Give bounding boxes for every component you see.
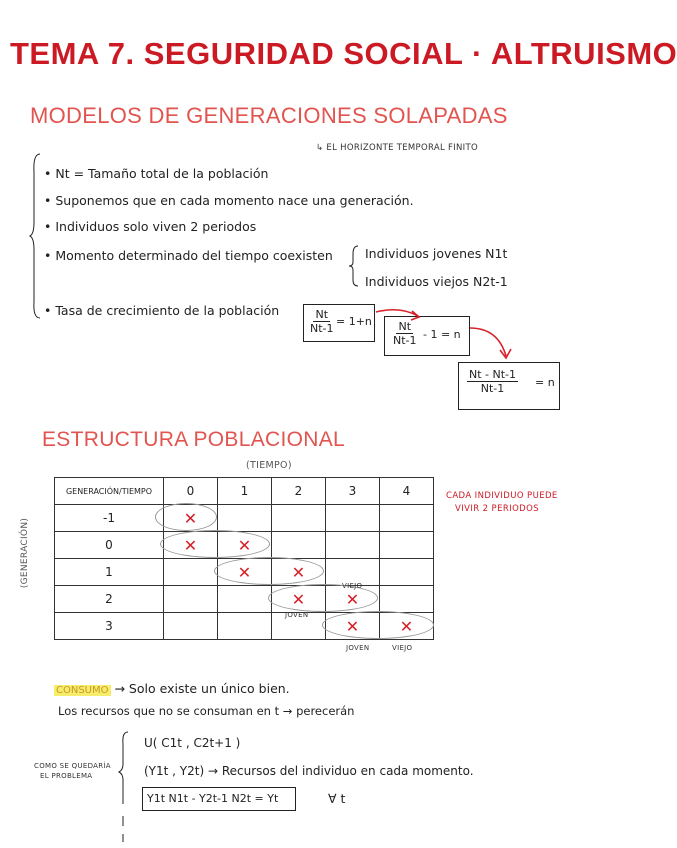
- label-joven: JOVEN: [285, 611, 309, 619]
- generation-label: (GENERACIÓN): [20, 517, 31, 589]
- bullet-nt: • Nt = Tamaño total de la población: [44, 166, 269, 181]
- lifespan-oval: [214, 557, 324, 585]
- cross-mark: ✕: [291, 562, 306, 582]
- col-header: 0: [164, 478, 218, 505]
- table-header-row: [55, 478, 434, 505]
- corner-header: GENERACIÓN/TIEMPO: [55, 478, 164, 505]
- cross-mark: ✕: [183, 508, 198, 528]
- col-header: 1: [218, 478, 272, 505]
- arrows-equations: [370, 300, 520, 370]
- utility-function: U( C1t , C2t+1 ): [144, 736, 241, 750]
- cross-mark: ✕: [237, 535, 252, 555]
- cross-mark: ✕: [345, 616, 360, 636]
- eq1-numerator: Nt: [315, 308, 329, 321]
- eq2-rhs: - 1 = n: [423, 328, 461, 341]
- section-heading-modelos: MODELOS DE GENERACIONES SOLAPADAS: [30, 103, 508, 128]
- lifespan-oval: [160, 530, 270, 558]
- left-brace: [30, 152, 44, 322]
- consumo-highlight: CONSUMO: [56, 685, 109, 696]
- cross-mark: ✕: [291, 589, 306, 609]
- time-label: (TIEMPO): [246, 460, 292, 471]
- bullet-tasa: • Tasa de crecimiento de la población: [44, 303, 280, 318]
- eq3-denominator: Nt-1: [480, 382, 505, 395]
- eq2-numerator: Nt: [398, 320, 412, 333]
- cross-mark: ✕: [345, 589, 360, 609]
- row-header: 1: [55, 559, 164, 586]
- red-note-line-1: CADA INDIVIDUO PUEDE: [446, 491, 558, 501]
- forall-t: ∀ t: [328, 791, 346, 806]
- section-heading-estructura: ESTRUCTURA POBLACIONAL: [42, 428, 345, 451]
- cross-mark: ✕: [183, 535, 198, 555]
- row-header: -1: [55, 505, 164, 532]
- bullet-generacion: • Suponemos que en cada momento nace una generación.: [44, 193, 414, 208]
- col-header: 2: [272, 478, 326, 505]
- consumo-line: [54, 681, 290, 696]
- coexist-jovenes: Individuos jovenes N1t: [365, 246, 508, 261]
- eq3-numerator: Nt - Nt-1: [469, 368, 517, 381]
- horizon-note: ↳ EL HORIZONTE TEMPORAL FINITO: [316, 143, 478, 153]
- side-note-line-2: EL PROBLEMA: [40, 772, 93, 780]
- constraint-equation: Y1t N1t - Y2t-1 N2t = Yt: [147, 792, 279, 805]
- lifespan-oval: [155, 503, 217, 531]
- row-header: 0: [55, 532, 164, 559]
- col-header: 4: [380, 478, 434, 505]
- problem-brace: [118, 730, 132, 848]
- eq2-denominator: Nt-1: [393, 334, 417, 347]
- bullet-periodos: • Individuos solo viven 2 periodos: [44, 219, 257, 234]
- resources-line: (Y1t , Y2t) → Recursos del individuo en cada momento.: [144, 764, 474, 778]
- label-viejo: VIEJO: [392, 644, 413, 652]
- label-joven: JOVEN: [346, 644, 370, 652]
- eq1-denominator: Nt-1: [310, 322, 334, 335]
- lifespan-oval: [322, 611, 434, 639]
- row-header: 2: [55, 586, 164, 613]
- table-row: [55, 505, 434, 532]
- red-note-line-2: VIVIR 2 PERIODOS: [455, 504, 539, 514]
- consumo-text: → Solo existe un único bien.: [114, 681, 290, 696]
- col-header: 3: [326, 478, 380, 505]
- label-viejo: VIEJO: [342, 582, 363, 590]
- row-header: 3: [55, 613, 164, 640]
- bullet-coexisten: • Momento determinado del tiempo coexisten: [44, 248, 333, 263]
- cross-mark: ✕: [399, 616, 414, 636]
- eq3-rhs: = n: [535, 376, 555, 389]
- equation-box-1: [303, 304, 375, 342]
- coexist-viejos: Individuos viejos N2t-1: [365, 274, 508, 289]
- coexist-brace: [348, 244, 360, 288]
- recursos-line: Los recursos que no se consuman en t → perecerán: [58, 704, 355, 718]
- constraint-box: [142, 787, 296, 811]
- eq1-rhs: = 1+n: [336, 315, 372, 328]
- side-note-line-1: COMO SE QUEDARÍA: [34, 762, 111, 770]
- page-title: TEMA 7. SEGURIDAD SOCIAL · ALTRUISMO: [10, 36, 677, 71]
- cross-mark: ✕: [237, 562, 252, 582]
